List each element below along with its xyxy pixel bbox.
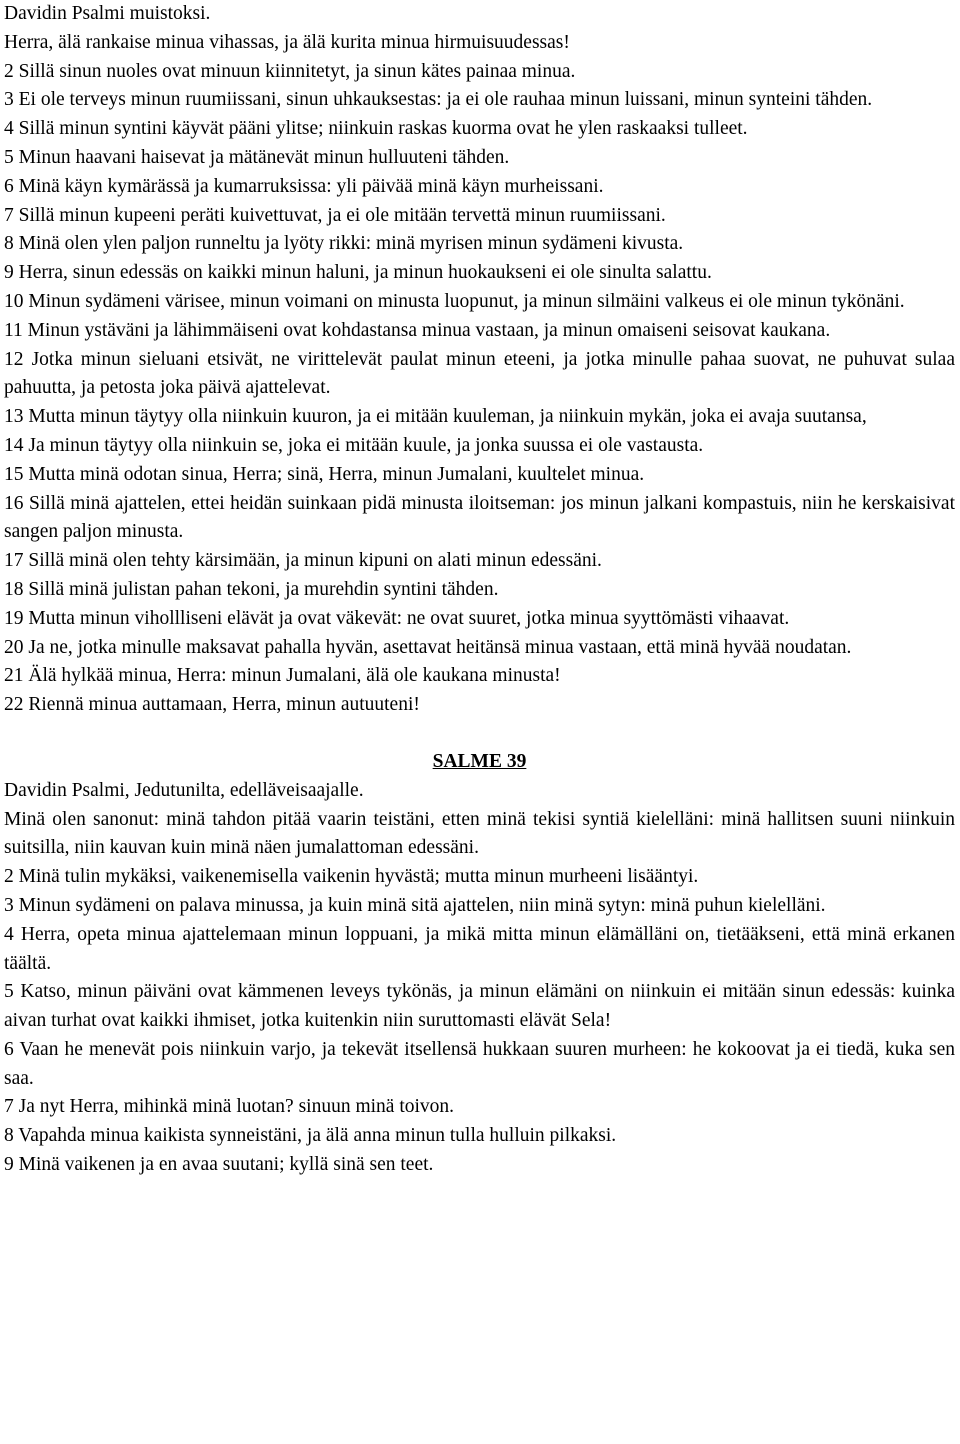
psalm-38-intro: Davidin Psalmi muistoksi. [4, 3, 211, 24]
psalm-38-verse-21: 21 Älä hylkää minua, Herra: minun Jumalani, älä ole kaukana minusta! [4, 665, 561, 687]
psalm-38-verse-2: 2 Sillä sinun nuoles ovat minuun kiinnitetyt, ja sinun kätes painaa minua. [4, 60, 576, 82]
psalm-38-verse-20: 20 Ja ne, jotka minulle maksavat pahalla hyvän, asettavat heitänsä minua vastaan, että minä hyvää noudatan. [4, 636, 852, 658]
psalm-38-verse-8: 8 Minä olen ylen paljon runneltu ja lyöty rikki: minä myrisen minun sydämeni kivusta. [4, 233, 684, 255]
psalm-38-verse-12: 12 Jotka minun sieluani etsivät, ne virittelevät paulat minun eteeni, ja jotka minulle pahaa suovat, ne puhuvat sulaa pahuutta, ja petosta joka päivä ajattelevat. [4, 348, 955, 399]
psalm-38-verse-9: 9 Herra, sinun edessäs on kaikki minun haluni, ja minun huokaukseni ei ole sinulta salattu. [4, 262, 712, 284]
psalm-38-verse-14: 14 Ja minun täytyy olla niinkuin se, joka ei mitään kuule, ja jonka suussa ei ole vastausta. [4, 434, 704, 456]
psalm-39-verse-9: 9 Minä vaikenen ja en avaa suutani; kyllä sinä sen teet. [4, 1154, 434, 1176]
psalm-39-verse-3: 3 Minun sydämeni on palava minussa, ja kuin minä sitä ajattelen, niin minä sytyn: minä puhun kielelläni. [4, 894, 826, 916]
psalm-39-verse-6: 6 Vaan he menevät pois niinkuin varjo, ja tekevät itsellensä hukkaan suuren murheen: he kokoovat ja ei tiedä, kuka sen saa. [4, 1038, 955, 1089]
psalm-39-intro: Davidin Psalmi, Jedutunilta, edelläveisaajalle. [4, 779, 364, 801]
psalm-38-verse-6: 6 Minä käyn kymärässä ja kumarruksissa: yli päivää minä käyn murheissani. [4, 175, 604, 197]
psalm-38-verse-15: 15 Mutta minä odotan sinua, Herra; sinä, Herra, minun Jumalani, kuultelet minua. [4, 463, 645, 485]
psalm-38-verse-7: 7 Sillä minun kupeeni peräti kuivettuvat, ja ei ole mitään tervettä minun ruumiissani. [4, 204, 666, 226]
psalm-39-verse-7: 7 Ja nyt Herra, mihinkä minä luotan? sinuun minä toivon. [4, 1096, 455, 1118]
psalm-39-verse-1: Minä olen sanonut: minä tahdon pitää vaarin teistäni, etten minä tekisi syntiä kielelläni: minä hallitsen suuni niinkuin suitsilla, niin kauvan kuin minä näen jumalattoman edessäni. [4, 808, 955, 859]
psalm-39-verse-4: 4 Herra, opeta minua ajattelemaan minun loppuani, ja mikä mitta minun elämälläni on, tietääkseni, että minä erkanen täältä. [4, 923, 955, 974]
section-spacer [4, 720, 955, 748]
psalm-39-verse-8: 8 Vapahda minua kaikista synneistäni, ja älä anna minun tulla hulluin pilkaksi. [4, 1125, 617, 1147]
psalm-39-heading: SALME 39 [432, 750, 527, 772]
psalm-38-verse-3: 3 Ei ole terveys minun ruumiissani, sinun uhkauksestas: ja ei ole rauhaa minun luissani, minun synteini tähden. [4, 89, 873, 111]
psalm-38-verse-18: 18 Sillä minä julistan pahan tekoni, ja murehdin syntini tähden. [4, 578, 499, 600]
psalm-38-verse-5: 5 Minun haavani haisevat ja mätänevät minun hulluuteni tähden. [4, 146, 510, 168]
psalm-39-verse-2: 2 Minä tulin mykäksi, vaikenemisella vaikenin hyvästä; mutta minun murheeni lisääntyi. [4, 866, 699, 888]
psalm-39-verse-5: 5 Katso, minun päiväni ovat kämmenen leveys tykönäs, ja minun elämäni on niinkuin ei mitään sinun edessäs: kuinka aivan turhat ovat kaikki ihmiset, jotka kuitenkin niin suruttomasti elävät Sela! [4, 981, 955, 1032]
psalm-38-verse-10: 10 Minun sydämeni värisee, minun voimani on minusta luopunut, ja minun silmäini valkeus ei ole minun tykönäni. [4, 290, 905, 312]
psalm-38-verse-16: 16 Sillä minä ajattelen, ettei heidän suinkaan pidä minusta iloitseman: jos minun jalkani kompastuis, niin he kerskaisivat sangen paljon minusta. [4, 492, 955, 543]
psalm-38-verse-1: Herra, älä rankaise minua vihassas, ja älä kurita minua hirmuisuudessas! [4, 31, 570, 53]
psalm-38-verse-11: 11 Minun ystäväni ja lähimmäiseni ovat kohdastansa minua vastaan, ja minun omaiseni seisovat kaukana. [4, 319, 831, 341]
psalm-38-verse-13: 13 Mutta minun täytyy olla niinkuin kuuron, ja ei mitään kuuleman, ja niinkuin mykän, joka ei avaja suutansa, [4, 406, 867, 428]
psalm-38-verse-4: 4 Sillä minun syntini käyvät pääni ylitse; niinkuin raskas kuorma ovat he ylen raskaaksi tulleet. [4, 118, 748, 140]
psalm-38-verse-22: 22 Riennä minua auttamaan, Herra, minun autuuteni! [4, 694, 420, 716]
psalm-38-verse-17: 17 Sillä minä olen tehty kärsimään, ja minun kipuni on alati minun edessäni. [4, 550, 602, 572]
psalm-38-verse-19: 19 Mutta minun vihollliseni elävät ja ovat väkevät: ne ovat suuret, jotka minua syyttömästi vihaavat. [4, 607, 790, 629]
